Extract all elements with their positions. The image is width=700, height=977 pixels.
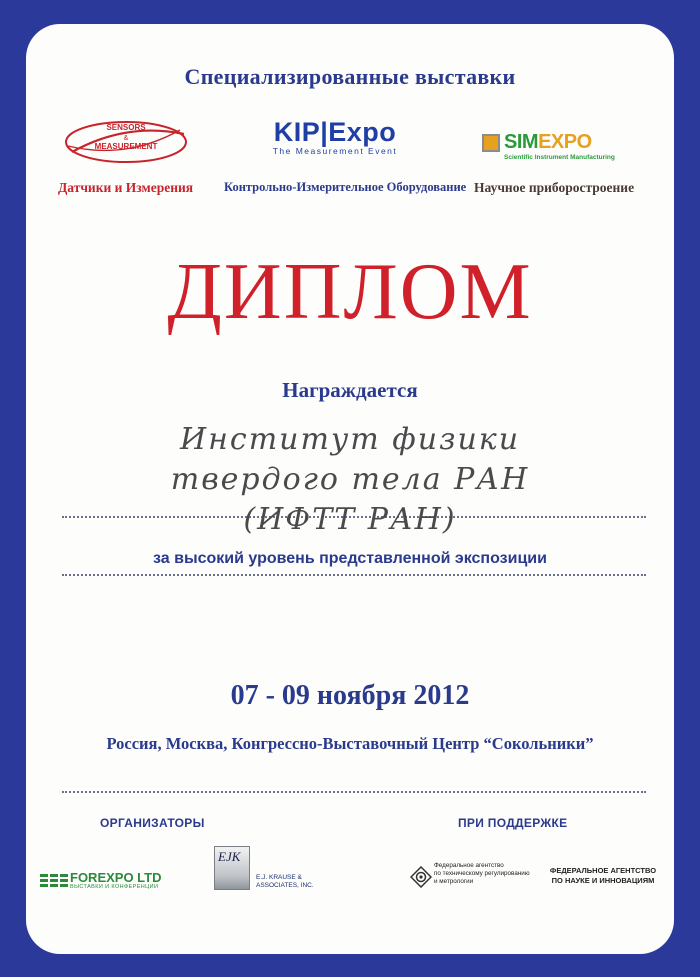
forexpo-sub: ВЫСТАВКИ И КОНФЕРЕНЦИИ <box>70 884 159 890</box>
sensors-logo-amp: & <box>123 135 129 142</box>
ejk-name: E.J. KRAUSE & ASSOCIATES, INC. <box>256 874 314 889</box>
ejk-letters: EJK <box>218 849 241 864</box>
rosstandart-logo <box>410 860 540 900</box>
simexpo-square-icon <box>482 134 500 152</box>
simexpo-wordmark <box>504 131 592 153</box>
recipient-line-2: твердого тела РАН <box>170 462 530 497</box>
recipient-line-1: Институт физики <box>179 422 521 457</box>
ejkrause-logo <box>214 846 334 896</box>
event-venue: Россия, Москва, Конгрессно-Выставочный Центр “Сокольники” <box>106 734 594 753</box>
forexpo-icon <box>40 872 68 888</box>
awarded-label: Награждается <box>282 378 418 402</box>
exhibitions-heading: Специализированные выставки <box>184 64 516 89</box>
sensors-measurement-logo <box>62 116 190 168</box>
organizers-label: ОРГАНИЗАТОРЫ <box>100 816 205 830</box>
sensors-logo-line1: SENSORS <box>106 123 146 132</box>
dotted-line <box>62 574 646 576</box>
sensors-logo-line2: MEASUREMENT <box>94 142 158 151</box>
recipient-line-3: (ИФТТ РАН) <box>243 502 457 537</box>
support-label: ПРИ ПОДДЕРЖКЕ <box>458 816 568 830</box>
diploma-sheet <box>26 24 674 954</box>
caption-sensors: Датчики и Измерения <box>58 180 194 195</box>
event-dates: 07 - 09 ноября 2012 <box>230 680 470 711</box>
kip-expo-logo <box>250 118 420 166</box>
forexpo-logo <box>40 870 200 890</box>
science-agency-name: ФЕДЕРАЛЬНОЕ АГЕНТСТВО ПО НАУКЕ И ИННОВАЦИЯМ <box>549 866 657 885</box>
rosstandart-emblem-icon <box>410 866 432 888</box>
simexpo-sub: Scientific Instrument Manufacturing <box>504 154 615 161</box>
simexpo-part2: EXPO <box>538 131 592 153</box>
award-reason: за высокий уровень представленной экспозиции <box>153 550 547 567</box>
diploma-title: ДИПЛОМ <box>167 248 533 336</box>
kip-logo-main: KIP|Expo <box>273 117 397 147</box>
rosstandart-name: Федеральное агентство по техническому регулированию и метрологии <box>434 862 530 885</box>
forexpo-name: FOREXPO LTD <box>70 870 162 885</box>
simexpo-logo <box>482 131 652 165</box>
caption-sim: Научное приборостроение <box>474 180 635 195</box>
simexpo-part1: SIM <box>504 131 539 153</box>
dotted-line <box>62 791 646 793</box>
ejk-emblem <box>214 846 250 890</box>
kip-logo-sub: The Measurement Event <box>272 146 398 156</box>
caption-kip: Контрольно-Измерительное Оборудование <box>224 180 467 194</box>
